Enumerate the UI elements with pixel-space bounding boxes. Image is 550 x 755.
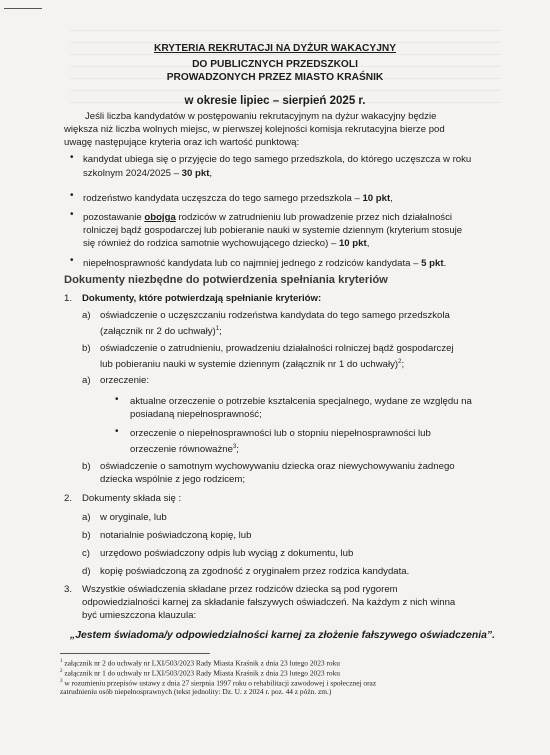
- item-1a-label: a): [82, 310, 91, 321]
- footnote-3-cont: zatrudnieniu osób niepełnosprawnych (tekst jednolity: Dz. U. z 2024 r. poz. 44 z późn. zm.): [60, 687, 332, 696]
- criterion-4: niepełnosprawność kandydata lub co najmniej jednego z rodziców kandydata – 5 pkt.: [83, 258, 447, 269]
- item-1a-line-2: (załącznik nr 2 do uchwały)$^1$;: [100, 326, 222, 338]
- title-period: w okresie lipiec – sierpień 2025 r.: [184, 95, 366, 107]
- item-1a-line-1: oświadczenie o uczęszczaniu rodzeństwa kandydata do tego samego przedszkola: [100, 310, 450, 321]
- bullet-icon: •: [70, 255, 74, 266]
- sub-2-line-1: orzeczenie o niepełnosprawności lub o stopniu niepełnosprawności lub: [130, 428, 431, 439]
- item-1b-line-2: lub pobieraniu nauki w systemie dziennym (załącznik nr 1 do uchwały)$^2$;: [100, 359, 405, 371]
- bullet-icon: •: [70, 190, 74, 201]
- item-1-title: Dokumenty, które potwierdzają spełnianie kryteriów:: [82, 293, 322, 304]
- item-1b2-line-2: dziecka wspólnie z jego rodzicem;: [100, 474, 246, 485]
- title-line-1: KRYTERIA REKRUTACJI NA DYŻUR WAKACYJNY: [153, 43, 397, 54]
- item-2a-text: w oryginale, lub: [100, 512, 167, 523]
- criterion-2: rodzeństwo kandydata uczęszcza do tego samego przedszkola – 10 pkt,: [83, 193, 393, 204]
- criterion-3-line-1: pozostawanie obojga rodziców w zatrudnieniu lub prowadzenie przez nich działalności: [83, 212, 453, 223]
- criterion-3-line-3: się również do rodzica samotnie wychowującego dziecko) – 10 pkt,: [83, 238, 370, 249]
- item-2c-text: urzędowo poświadczony odpis lub wyciąg z dokumentu, lub: [100, 548, 354, 559]
- item-3-line-2: odpowiedzialności karnej za składanie fałszywych oświadczeń. Na każdym z nich winna: [82, 597, 456, 608]
- item-2a-label: a): [82, 512, 91, 523]
- item-2b-label: b): [82, 530, 91, 541]
- item-1-number: 1.: [64, 293, 73, 304]
- criterion-1-line-2: szkolnym 2024/2025 – 30 pkt,: [83, 168, 213, 179]
- item-3-line-1: Wszystkie oświadczenia składane przez rodziców dziecka są pod rygorem: [82, 584, 398, 595]
- item-1b-line-1: oświadczenie o zatrudnieniu, prowadzeniu działalności rolniczej bądź gospodarczej: [100, 343, 454, 354]
- item-3-number: 3.: [64, 584, 73, 595]
- criterion-3-line-2: rolniczej bądź gospodarczej lub pobieranie nauki w systemie dziennym (kryterium stosuje: [83, 225, 463, 236]
- footnote-divider: [60, 653, 210, 654]
- item-1b2-label: b): [82, 461, 91, 472]
- item-3-line-3: być umieszczona klauzula:: [82, 610, 197, 621]
- footnote-3: $^3$ w rozumieniu przepisów ustawy z dnia 27 sierpnia 1997 roku o rehabilitacji zawodowej i społecznej oraz: [60, 678, 377, 688]
- item-1b2-line-1: oświadczenie o samotnym wychowywaniu dziecka oraz niewychowywaniu żadnego: [100, 461, 455, 472]
- bullet-icon: •: [115, 426, 119, 437]
- title-line-2: DO PUBLICZNYCH PRZEDSZKOLI: [192, 59, 358, 70]
- item-1a2-text: orzeczenie:: [100, 375, 150, 386]
- item-2-title: Dokumenty składa się :: [82, 493, 182, 504]
- item-2d-text: kopię poświadczoną za zgodność z oryginałem przez rodzica kandydata.: [100, 566, 410, 577]
- corner-mark: [4, 8, 42, 9]
- bullet-icon: •: [70, 209, 74, 220]
- item-2d-label: d): [82, 566, 91, 577]
- sub-2-line-2: orzeczenie równoważne$^3$;: [130, 444, 239, 456]
- item-1b-label: b): [82, 343, 91, 354]
- intro-line-3: uwagę następujące kryteria oraz ich wartość punktową:: [64, 137, 300, 148]
- title-line-3: PROWADZONYCH PRZEZ MIASTO KRAŚNIK: [166, 72, 384, 83]
- section-title: Dokumenty niezbędne do potwierdzenia spełniania kryteriów: [64, 274, 388, 286]
- item-2b-text: notarialnie poświadczoną kopię, lub: [100, 530, 252, 541]
- item-2c-label: c): [82, 548, 90, 559]
- sub-1-line-2: posiadaną niepełnosprawność;: [130, 409, 262, 420]
- intro-line-2: większa niż liczba wolnych miejsc, w pierwszej kolejności komisja rekrutacyjna bierze pod: [64, 124, 445, 135]
- bullet-icon: •: [70, 152, 74, 163]
- intro-line-1: Jeśli liczba kandydatów w postępowaniu rekrutacyjnym na dyżur wakacyjny będzie: [85, 111, 437, 122]
- criterion-1-line-1: kandydat ubiega się o przyjęcie do tego samego przedszkola, do którego uczęszcza w roku: [83, 154, 472, 165]
- clause-text: „Jestem świadoma/y odpowiedzialności karnej za złożenie fałszywego oświadczenia”.: [70, 630, 495, 641]
- sub-1-line-1: aktualne orzeczenie o potrzebie kształcenia specjalnego, wydane ze względu na: [130, 396, 472, 407]
- item-1a2-label: a): [82, 375, 91, 386]
- footnote-2: $^2$ załącznik nr 1 do uchwały nr LXI/503/2023 Rady Miasta Kraśnik z dnia 23 lutego 2023 roku: [60, 668, 341, 678]
- bullet-icon: •: [115, 394, 119, 405]
- footnote-1: $^1$ załącznik nr 2 do uchwały nr LXI/503/2023 Rady Miasta Kraśnik z dnia 23 lutego 2023 roku: [60, 658, 341, 668]
- item-2-number: 2.: [64, 493, 73, 504]
